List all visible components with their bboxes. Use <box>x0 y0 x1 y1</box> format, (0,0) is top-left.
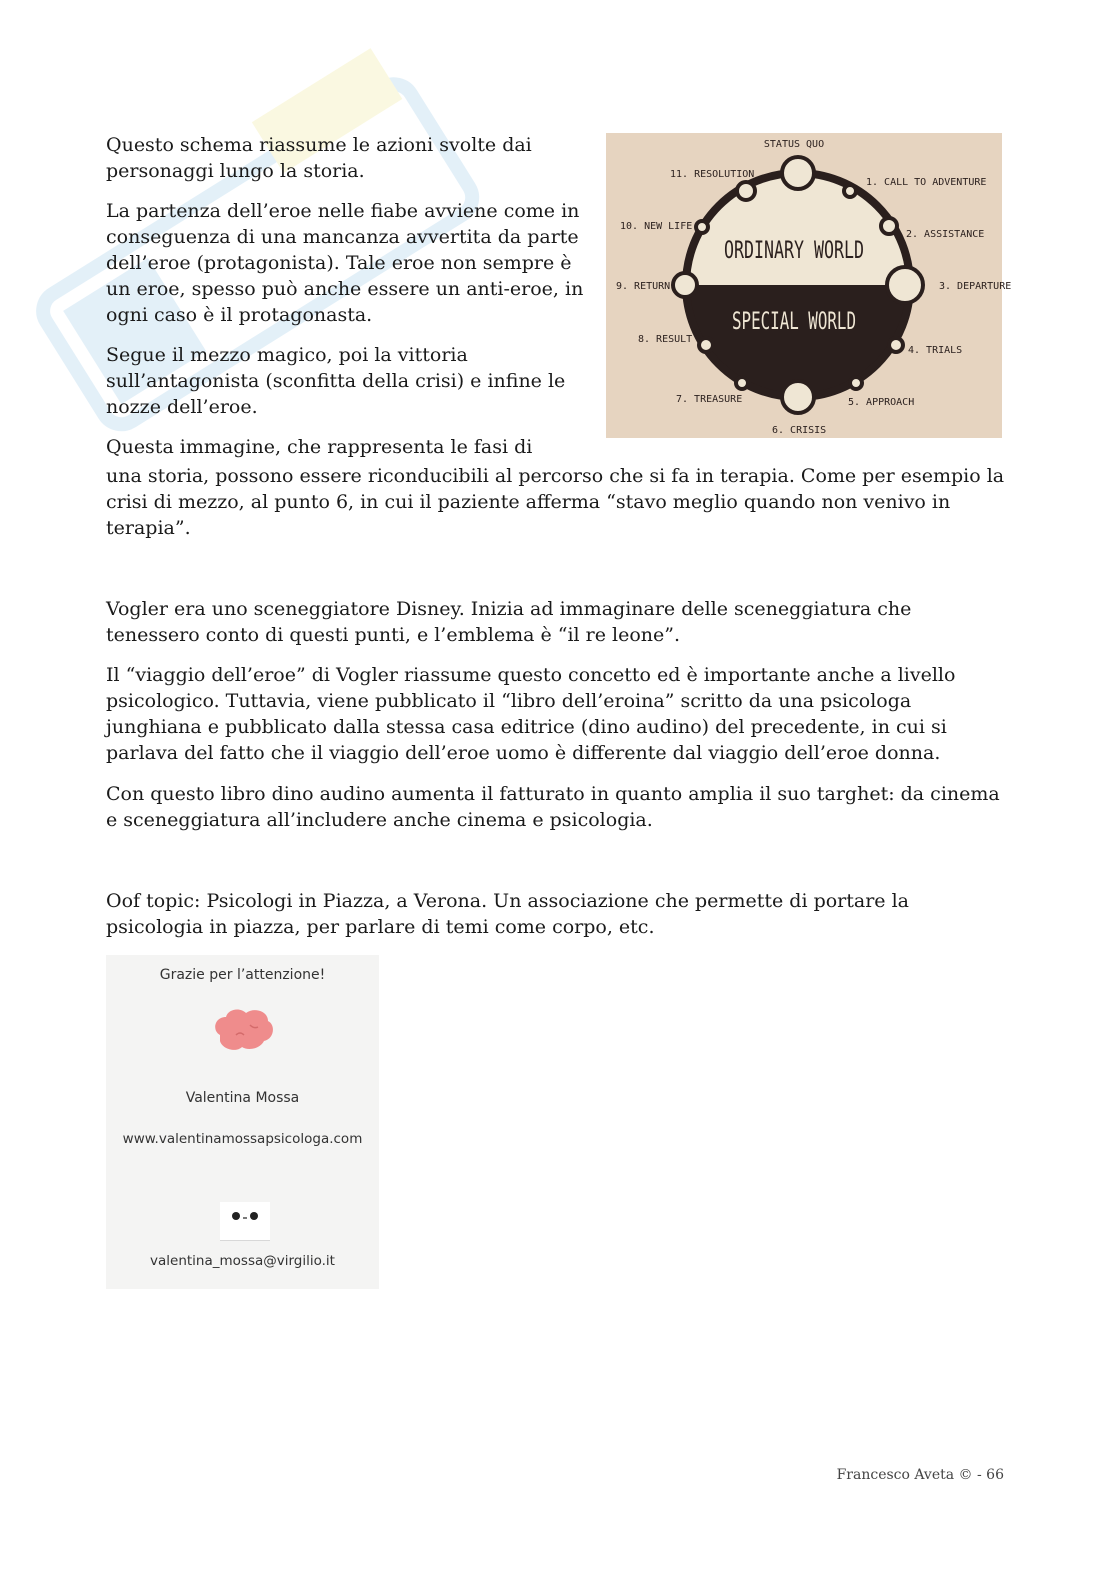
label-step-1: 1. CALL TO ADVENTURE <box>866 177 987 188</box>
node-treasure <box>736 377 748 389</box>
paragraph-vogler: Vogler era uno sceneggiatore Disney. Inizia ad immaginare delle sceneggiatura che tenessero conto di questi punti, e l’emblema è “il re leone”. <box>106 598 912 646</box>
hero-journey-diagram <box>606 133 1012 438</box>
node-approach <box>850 377 862 389</box>
label-ordinary-world: ORDINARY WORLD <box>724 236 864 264</box>
paragraph-partenza: La partenza dell’eroe nelle fiabe avviene come in conseguenza di una mancanza avvertita da parte dell’eroe (protagonista). Tale eroe non sempre è un eroe, spesso può anche essere un anti-eroe, in ogni caso è il protagonasta. <box>106 200 584 326</box>
label-step-2: 2. ASSISTANCE <box>906 229 985 240</box>
page-footer: Francesco Aveta © - 66 <box>836 1467 1004 1483</box>
node-new-life <box>696 221 708 233</box>
node-trials <box>889 338 903 352</box>
node-return <box>673 273 697 297</box>
node-resolution <box>737 182 755 200</box>
intro-text <box>106 132 596 474</box>
label-step-7: 7. TREASURE <box>676 394 743 405</box>
paragraph-libro: Con questo libro dino audino aumenta il fatturato in quanto amplia il suo targhet: da cinema e sceneggiatura all’includere anche cinema e psicologia. <box>106 783 1000 831</box>
label-step-10: 10. NEW LIFE <box>620 221 693 232</box>
node-call <box>844 185 856 197</box>
label-step-8: 8. RESULT <box>638 334 693 345</box>
node-status-quo <box>782 157 814 189</box>
label-special-world: SPECIAL WORLD <box>732 307 856 335</box>
label-step-3: 3. DEPARTURE <box>939 281 1012 292</box>
paragraph-schema: Questo schema riassume le azioni svolte dai personaggi lungo la storia. <box>106 134 532 182</box>
paragraph-off-topic: Oof topic: Psicologi in Piazza, a Verona. Un associazione che permette di portare la psicologia in piazza, per parlare di temi come corpo, etc. <box>106 890 909 938</box>
label-step-6: 6. CRISIS <box>772 425 827 436</box>
label-step-4: 4. TRIALS <box>908 345 963 356</box>
brain-icon <box>210 1005 276 1055</box>
paragraph-fasi-rest: una storia, possono essere riconducibili al percorso che si fa in terapia. Come per esempio la crisi di mezzo, al punto 6, in cui il paziente afferma “stavo meglio quando non venivo in terapia”. <box>106 465 1005 539</box>
paragraph-mezzo-magico: Segue il mezzo magico, poi la vittoria sull’antagonista (sconfitta della crisi) e infine le nozze dell’eroe. <box>106 344 566 418</box>
face-icon <box>220 1202 270 1241</box>
label-step-9: 9. RETURN <box>616 281 671 292</box>
label-status-quo: STATUS QUO <box>763 139 825 150</box>
node-departure <box>887 267 923 303</box>
paragraph-fasi-line1: Questa immagine, che rappresenta le fasi di <box>106 436 533 458</box>
author-name: Valentina Mossa <box>185 1090 300 1106</box>
paragraph-viaggio-eroe: Il “viaggio dell’eroe” di Vogler riassume questo concetto ed è importante anche a livello psicologico. Tuttavia, viene pubblicato il “libro dell’eroina” scritto da una psicologa junghiana e pubblicato dalla stessa casa editrice (dino audino) del precedente, in cui si parlava del fatto che il viaggio dell’eroe uomo è differente dal viaggio dell’eroe donna. <box>106 664 956 764</box>
slide-title: Grazie per l’attenzione! <box>159 967 326 983</box>
author-email: valentina_mossa@virgilio.it <box>150 1253 335 1269</box>
node-crisis <box>782 381 814 413</box>
label-step-11: 11. RESOLUTION <box>670 169 755 180</box>
thank-you-slide <box>106 955 379 1289</box>
label-step-5: 5. APPROACH <box>848 397 915 408</box>
node-assistance <box>881 218 897 234</box>
node-result <box>699 338 713 352</box>
author-website: www.valentinamossapsicologa.com <box>122 1131 363 1147</box>
